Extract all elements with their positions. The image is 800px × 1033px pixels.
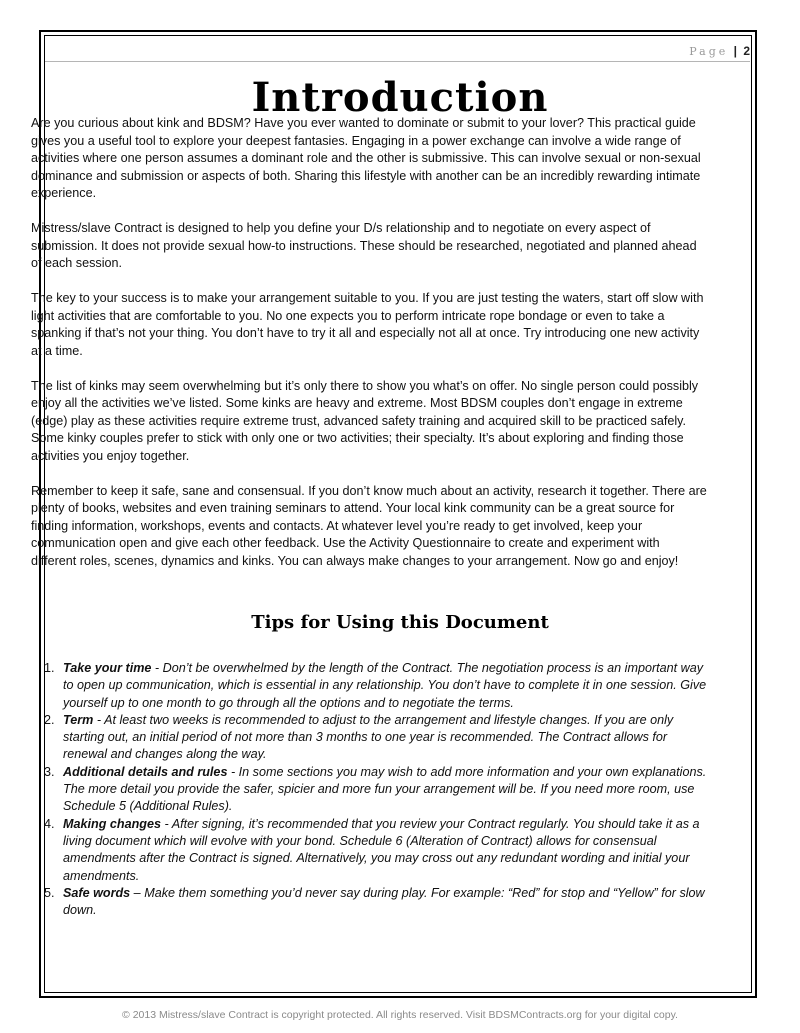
tip-text: Make them something you’d never say during play. For example: “Red” for stop and “Yellow” for slow down.: [63, 885, 705, 918]
page-header: [45, 42, 750, 62]
tip-text: At least two weeks is recommended to adjust to the arrangement and lifestyle changes. If you are only starting out, an initial period of not more than 3 months to one year is recommended. The Contract allows for renewal and changes along the way.: [63, 712, 674, 762]
tip-title: Making changes: [63, 816, 161, 831]
tip-separator: –: [130, 885, 145, 900]
tip-title: Take your time: [63, 661, 152, 675]
tip-title: Safe words: [63, 885, 131, 900]
intro-paragraph: Are you curious about kink and BDSM? Have you ever wanted to dominate or submit to your lover? This practical guide gives you a useful tool to explore your deepest fantasies. Engaging in a power exchange can involve a wide range of activities where one person assumes a dominant role and the other is submissive. This can involve sexual or non-sexual dominance and submission or aspects of both. Sharing this lifestyle with another can be an incredibly rewarding intimate experience.: [31, 116, 701, 200]
tip-item: [37, 885, 713, 920]
page-label: Page: [689, 45, 729, 58]
tip-number: 5.: [44, 885, 55, 900]
page-title: Introduction: [251, 74, 549, 121]
intro-section: [31, 115, 707, 588]
copyright-footer: © 2013 Mistress/slave Contract is copyright protected. All rights reserved. Visit BDSMContracts.org for your digital copy.: [122, 1009, 678, 1021]
tip-number: 1.: [44, 661, 55, 675]
tips-heading: Tips for Using this Document: [251, 612, 549, 633]
tip-text: In some sections you may wish to add more information and your own explanations. The more detail you provide the safer, spicier and more fun your arrangement will be. If you need more room, use Schedule 5 (Additional Rules).: [63, 764, 707, 814]
tip-separator: -: [227, 764, 239, 779]
tips-list: [37, 660, 713, 919]
tip-separator: -: [93, 712, 105, 727]
tip-text: Don’t be overwhelmed by the length of the Contract. The negotiation process is an important way to open up communication, which is essential in any relationship. You don’t have to complete it in one session. Give yourself up to one month to go through all the options and to negotiate the terms.: [63, 661, 707, 710]
tip-item: [37, 712, 713, 764]
tip-text: After signing, it’s recommended that you review your Contract regularly. You should take it as a living document which will evolve with your bond. Schedule 6 (Alteration of Contract) allows for consensual amendments after the Contract is signed. Alternatively, you may cross out any redundant wording and initial your amendments.: [63, 816, 700, 883]
tip-item: [37, 816, 713, 885]
page-number: 2: [743, 44, 750, 58]
intro-paragraph: Remember to keep it safe, sane and consensual. If you don’t know much about an activity, research it together. There are plenty of books, websites and even training seminars to attend. Your local kink community can be a great source for finding information, workshops, events and contacts. At whatever level you’re ready to get involved, keep your communication open and give each other feedback. Use the Activity Questionnaire to create and experiment with different roles, scenes, dynamics and kinks. You can always make changes to your arrangement. Now go and enjoy!: [31, 483, 707, 568]
tip-number: 3.: [44, 764, 55, 779]
tip-title: Additional details and rules: [63, 764, 228, 779]
intro-paragraph: The list of kinks may seem overwhelming but it’s only there to show you what’s on offer. No single person could possibly enjoy all the activities we’ve listed. Some kinks are heavy and extreme. Most BDSM couples don’t engage in extreme (edge) play as these activities require extreme trust, advanced safety training and acquired skill to be practiced safely. Some kinky couples prefer to stick with only one or two activities; their specialty. It’s about exploring and finding those activities you enjoy together.: [31, 378, 699, 463]
tip-title: Term: [63, 712, 94, 727]
intro-paragraph: The key to your success is to make your arrangement suitable to you. If you are just testing the waters, start off slow with light activities that are comfortable to you. No one expects you to perform intricate rope bondage or even to take a spanking if that’s not your thing. You don’t have to try it all and especially not all at once. Try introducing one new activity at a time.: [31, 291, 704, 358]
page-separator: |: [733, 44, 737, 58]
tip-item: [37, 660, 713, 712]
tip-number: 2.: [44, 712, 55, 727]
tip-separator: -: [160, 816, 172, 831]
tip-number: 4.: [44, 816, 55, 831]
intro-paragraph: Mistress/slave Contract is designed to help you define your D/s relationship and to negotiate on every aspect of submission. It does not provide sexual how-to instructions. These should be researched, negotiated and planned ahead of each session.: [31, 221, 697, 270]
tip-separator: -: [151, 661, 163, 675]
tip-item: [37, 764, 713, 816]
